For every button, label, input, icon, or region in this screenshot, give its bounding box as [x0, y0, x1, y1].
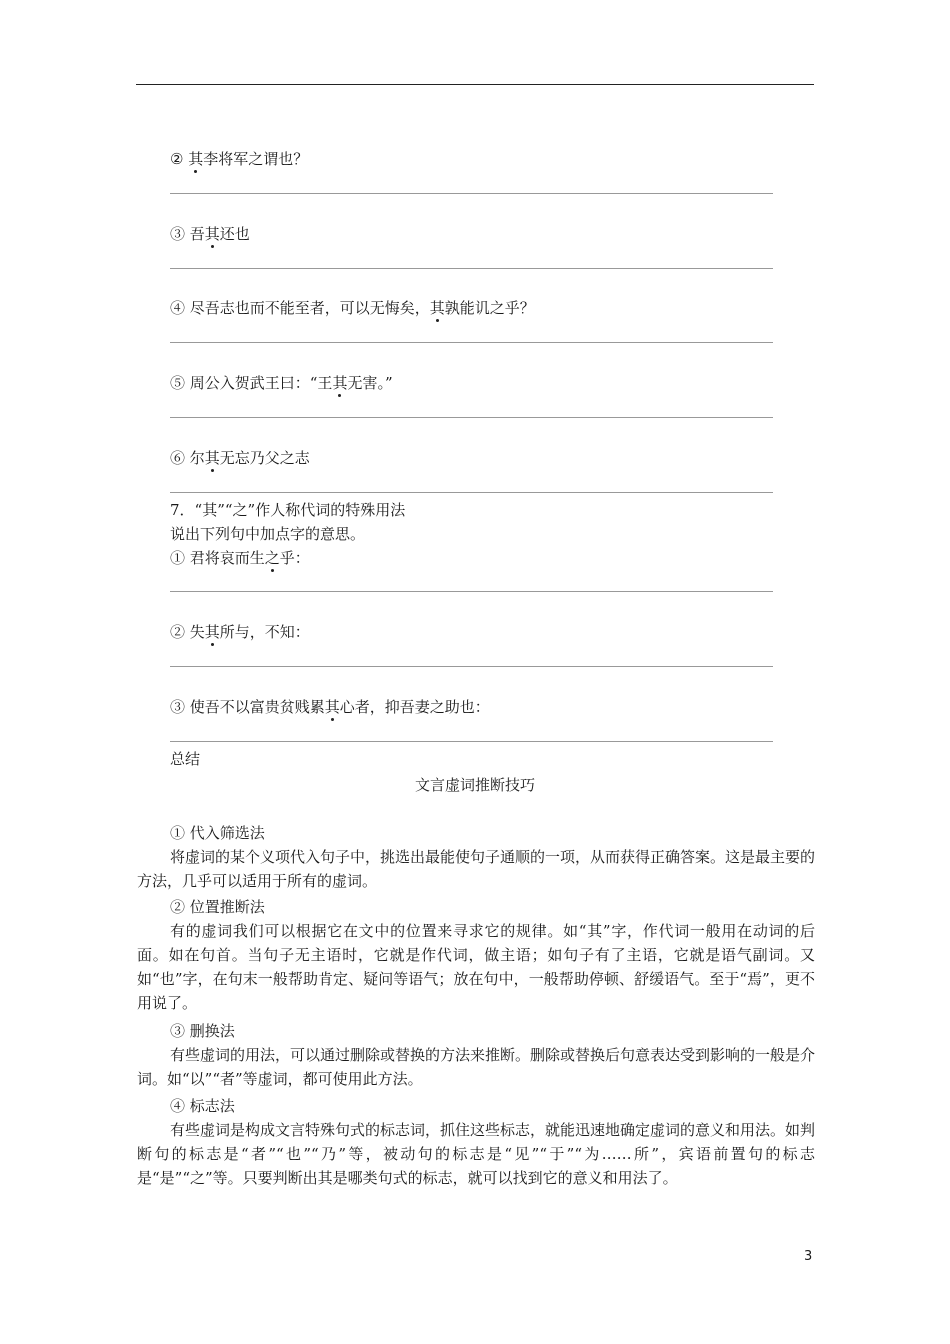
emphasis-dot-char: 之 — [264, 549, 280, 567]
section-7-heading: 7．“其”“之”作人称代词的特殊用法 — [170, 501, 406, 519]
emphasis-dot-char: 其 — [429, 299, 445, 317]
answer-line[interactable] — [170, 268, 773, 269]
question-7-3: ③ 使吾不以富贵贫贱累其心者，抑吾妻之助也： — [170, 698, 490, 716]
page-number: 3 — [804, 1249, 813, 1264]
emphasis-dot-char: 其 — [188, 150, 204, 168]
summary-label: 总结 — [170, 750, 201, 768]
method-3-name: ③ 删换法 — [170, 1022, 235, 1040]
question-number: ② — [170, 150, 189, 168]
method-1-name: ① 代入筛选法 — [170, 824, 265, 842]
answer-line[interactable] — [170, 342, 773, 343]
answer-line[interactable] — [170, 492, 773, 493]
answer-line[interactable] — [170, 591, 773, 592]
answer-line[interactable] — [170, 193, 773, 194]
method-2-text: 有的虚词我们可以根据它在文中的位置来寻求它的规律。如“其”字，作代词一般用在动词的后面。如在句首。当句子无主语时，它就是作代词，做主语；如句子有了主语，它就是语气副词。又如“也”字，在句末一般帮助肯定、疑问等语气；放在句中，一般帮助停顿、舒缓语气。至于“焉”，更不用说了。 — [137, 922, 815, 1012]
answer-line[interactable] — [170, 417, 773, 418]
question-text: 李将军之谓也？ — [203, 150, 309, 168]
emphasis-dot-char: 其 — [204, 449, 220, 467]
emphasis-dot-char: 其 — [204, 225, 220, 243]
header-rule — [136, 84, 814, 85]
method-1-text: 将虚词的某个义项代入句子中，挑选出最能使句子通顺的一项，从而获得正确答案。这是最主要的方法，几乎可以适用于所有的虚词。 — [137, 848, 816, 890]
method-2-name: ② 位置推断法 — [170, 898, 265, 916]
emphasis-dot-char: 其 — [324, 698, 340, 716]
method-3-text: 有些虚词的用法，可以通过删除或替换的方法来推断。删除或替换后句意表达受到影响的一般是介词。如“以”“者”等虚词，都可使用此方法。 — [137, 1046, 816, 1088]
method-4-text: 有些虚词是构成文言特殊句式的标志词，抓住这些标志，就能迅速地确定虚词的意义和用法。如判断句的标志是“者”“也”“乃”等，被动句的标志是“见”“于”“为……所”，宾语前置句的标志是“是”“之”等。只要判断出其是哪类句式的标志，就可以找到它的意义和用法了。 — [137, 1121, 816, 1187]
question-7-2: ② 失其所与，不知： — [170, 623, 310, 641]
question-6-4: ④ 尽吾志也而不能至者，可以无悔矣，其孰能讥之乎？ — [170, 299, 535, 317]
question-6-6: ⑥ 尔其无忘乃父之志 — [170, 449, 310, 467]
question-6-5: ⑤ 周公入贺武王曰：“王其无害。” — [170, 374, 393, 392]
method-4-name: ④ 标志法 — [170, 1097, 235, 1115]
summary-title: 文言虚词推断技巧 — [414, 776, 535, 794]
emphasis-dot-char: 其 — [204, 623, 220, 641]
question-7-1: ① 君将哀而生之乎： — [170, 549, 310, 567]
question-6-3: ③ 吾其还也 — [170, 225, 250, 243]
emphasis-dot-char: 其 — [332, 374, 348, 392]
question-6-2 — [170, 149, 308, 169]
answer-line[interactable] — [170, 666, 773, 667]
answer-line[interactable] — [170, 741, 773, 742]
section-7-instruction: 说出下列句中加点字的意思。 — [170, 525, 366, 543]
